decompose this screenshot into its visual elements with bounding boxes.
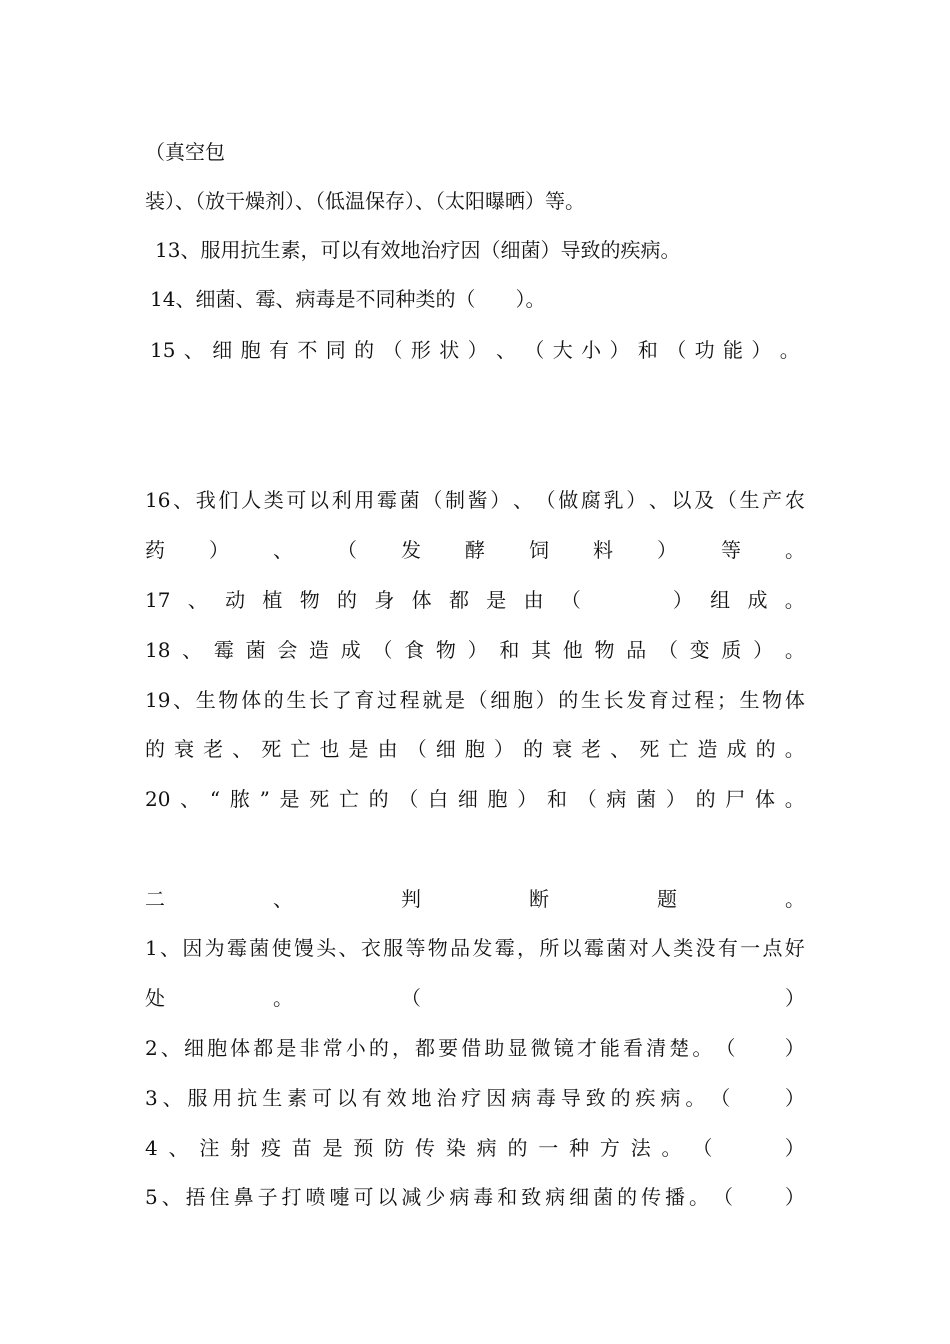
- question-4: 4 、 注 射 疫 苗 是 预 防 传 染 病 的 一 种 方 法 。 （ ）: [145, 1136, 805, 1160]
- question-5: 5 、 捂 住 鼻 子 打 喷 嚏 可 以 减 少 病 毒 和 致 病 细 菌 的 传 播 。 （ ）: [145, 1185, 805, 1209]
- text-line-8: 17 、 动 植 物 的 身 体 都 是 由 （ ） 组 成 。: [145, 588, 805, 612]
- text-line-2: 装）、（放干燥剂）、（低温保存）、（太阳曝晒）等。: [145, 189, 585, 213]
- text-line-9: 18 、 霉 菌 会 造 成 （ 食 物 ） 和 其 他 物 品 （ 变 质 ） 。: [145, 638, 805, 662]
- question-2: 2 、 细 胞 体 都 是 非 常 小 的 ， 都 要 借 助 显 微 镜 才 能 看 清 楚 。 （ ）: [145, 1036, 805, 1060]
- text-line-5: 15 、 细 胞 有 不 同 的 （ 形 状 ） 、 （ 大 小 ） 和 （ 功 能 ） 。: [150, 338, 800, 362]
- section-heading-judgement: 二 、 判 断 题 。: [145, 887, 805, 911]
- question-3: 3 、 服 用 抗 生 素 可 以 有 效 地 治 疗 因 病 毒 导 致 的 疾 病 。 （ ）: [145, 1086, 805, 1110]
- text-line-6: 16 、 我 们 人 类 可 以 利 用 霉 菌 （ 制 酱 ） 、 （ 做 腐 乳 ） 、 以 及 （ 生 产 农: [145, 488, 805, 512]
- question-1-line-1: 1 、 因 为 霉 菌 使 馒 头 、 衣 服 等 物 品 发 霉 ， 所 以 霉 菌 对 人 类 没 有 一 点 好: [145, 936, 805, 960]
- question-1-line-2: 处 。 （ ）: [145, 986, 805, 1010]
- text-line-12: 20 、 “ 脓 ” 是 死 亡 的 （ 白 细 胞 ） 和 （ 病 菌 ） 的 尸 体 。: [145, 787, 805, 811]
- text-line-7: 药 ） 、 （ 发 酵 饲 料 ） 等 。: [145, 538, 805, 562]
- text-line-11: 的 衰 老 、 死 亡 也 是 由 （ 细 胞 ） 的 衰 老 、 死 亡 造 成 的 。: [145, 737, 805, 761]
- text-line-4: 14、细菌、霉、病毒是不同种类的（ ）。: [150, 287, 546, 311]
- text-line-3: 13、服用抗生素，可以有效地治疗因（细菌）导致的疾病。: [155, 238, 681, 262]
- text-line-1: （真空包: [145, 140, 225, 164]
- text-line-10: 19 、 生 物 体 的 生 长 了 育 过 程 就 是 （ 细 胞 ） 的 生 长 发 育 过 程 ； 生 物 体: [145, 688, 805, 712]
